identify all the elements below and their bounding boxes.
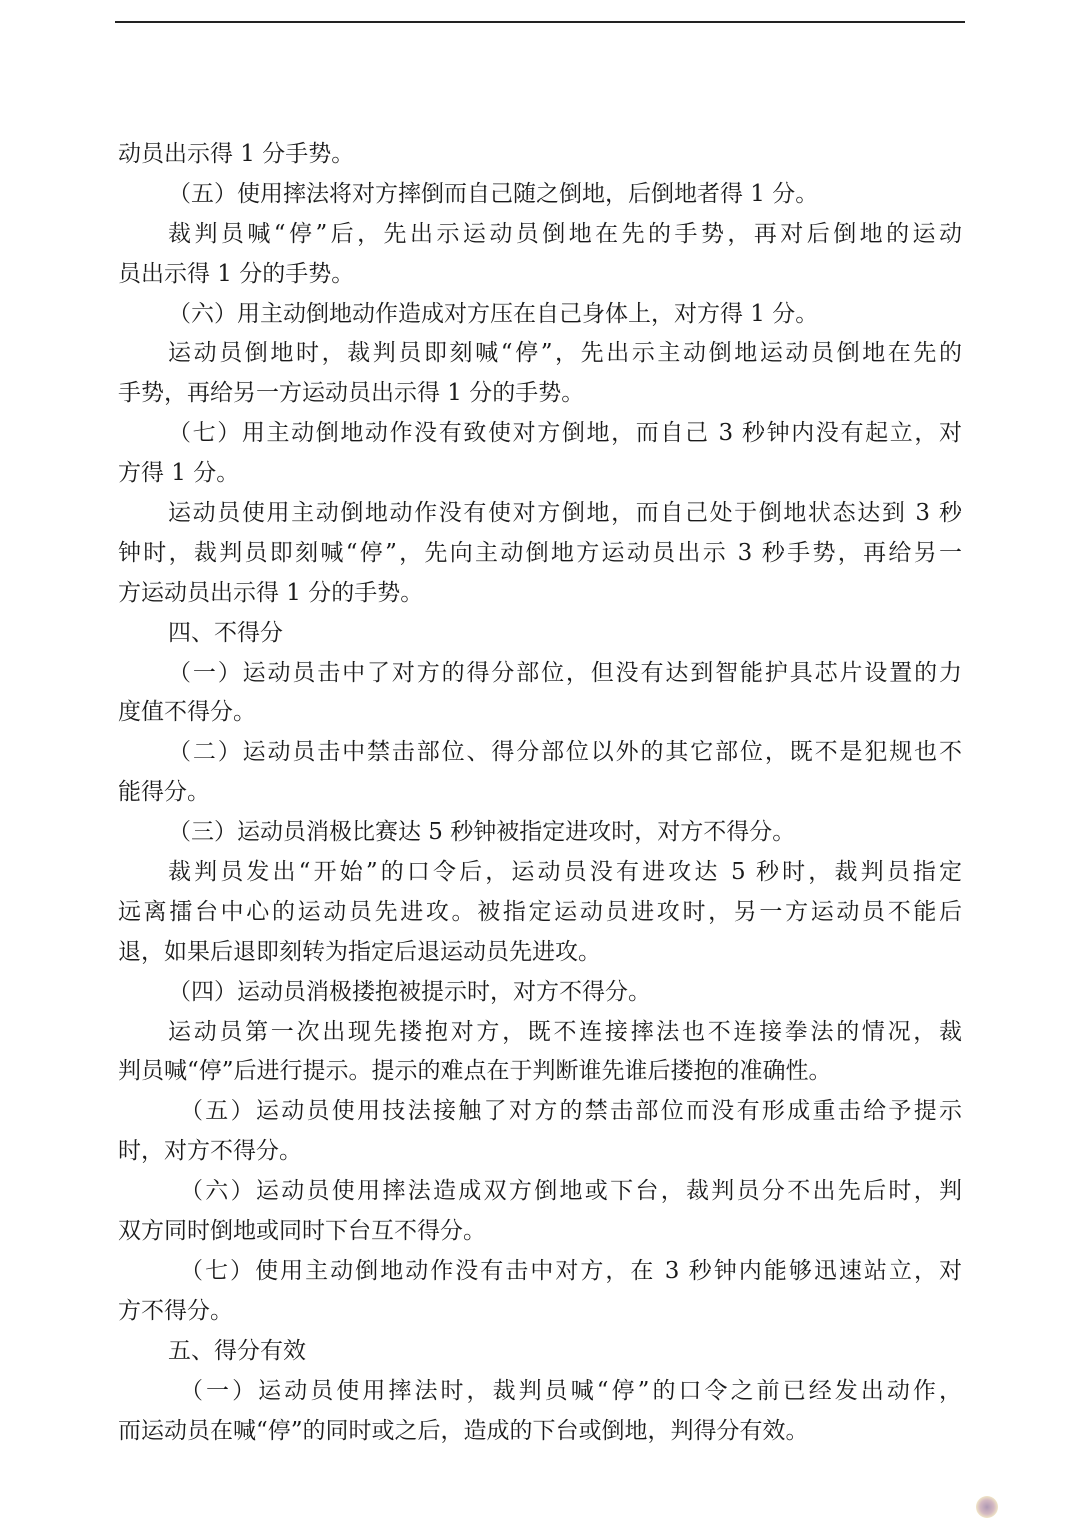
- text-line: 钟时，裁判员即刻喊“停”，先向主动倒地方运动员出示 3 秒手势，再给另一: [118, 539, 962, 566]
- text-line: 运动员使用主动倒地动作没有使对方倒地，而自己处于倒地状态达到 3 秒: [168, 500, 962, 527]
- rule-item: （五）运动员使用技法接触了对方的禁击部位而没有形成重击给予提示: [180, 1098, 962, 1125]
- text-line: 裁判员发出“开始”的口令后，运动员没有进攻达 5 秒时，裁判员指定: [168, 859, 962, 886]
- watermark-logo-icon: [976, 1496, 998, 1518]
- rule-item: （三）运动员消极比赛达 5 秒钟被指定进攻时，对方不得分。: [168, 819, 796, 846]
- text-line: 方得 1 分。: [118, 460, 240, 487]
- text-line: 员出示得 1 分的手势。: [118, 260, 355, 287]
- document-body: [118, 135, 962, 1451]
- text-line: 双方同时倒地或同时下台互不得分。: [118, 1218, 486, 1245]
- rule-item: （六）用主动倒地动作造成对方压在自己身体上，对方得 1 分。: [168, 300, 819, 327]
- text-line: 运动员第一次出现先搂抱对方，既不连接摔法也不连接拳法的情况，裁: [168, 1018, 962, 1045]
- rule-item: （一）运动员使用摔法时，裁判员喊“停”的口令之前已经发出动作，: [180, 1377, 962, 1404]
- rule-item: （四）运动员消极搂抱被提示时，对方不得分。: [168, 978, 651, 1005]
- text-line: 动员出示得 1 分手势。: [118, 141, 355, 167]
- header-rule: [115, 21, 965, 23]
- text-line: 度值不得分。: [118, 699, 256, 726]
- rule-item: （七）使用主动倒地动作没有击中对方，在 3 秒钟内能够迅速站立，对: [180, 1257, 962, 1284]
- text-line: 时，对方不得分。: [118, 1138, 302, 1165]
- text-line: 能得分。: [118, 779, 210, 806]
- text-line: 手势，再给另一方运动员出示得 1 分的手势。: [118, 380, 585, 407]
- text-line: 退，如果后退即刻转为指定后退运动员先进攻。: [118, 938, 601, 965]
- text-line: 方不得分。: [118, 1297, 233, 1324]
- text-line: 方运动员出示得 1 分的手势。: [118, 579, 424, 606]
- rule-item: （七）用主动倒地动作没有致使对方倒地，而自己 3 秒钟内没有起立，对: [168, 420, 962, 447]
- text-line: 运动员倒地时，裁判员即刻喊“停”，先出示主动倒地运动员倒地在先的: [168, 340, 962, 367]
- text-line: 而运动员在喊“停”的同时或之后，造成的下台或倒地，判得分有效。: [118, 1417, 809, 1444]
- section-heading: 四、不得分: [168, 619, 283, 646]
- rule-item: （一）运动员击中了对方的得分部位，但没有达到智能护具芯片设置的力: [168, 659, 962, 686]
- text-line: 裁判员喊“停”后，先出示运动员倒地在先的手势，再对后倒地的运动: [168, 220, 962, 247]
- text-line: 判员喊“停”后进行提示。提示的难点在于判断谁先谁后搂抱的准确性。: [118, 1058, 832, 1085]
- rule-item: （六）运动员使用摔法造成双方倒地或下台，裁判员分不出先后时，判: [180, 1178, 962, 1205]
- section-heading: 五、得分有效: [168, 1337, 306, 1364]
- text-line: 远离擂台中心的运动员先进攻。被指定运动员进攻时，另一方运动员不能后: [118, 898, 962, 925]
- rule-item: （二）运动员击中禁击部位、得分部位以外的其它部位，既不是犯规也不: [168, 739, 962, 766]
- rule-item: （五）使用摔法将对方摔倒而自己随之倒地，后倒地者得 1 分。: [168, 180, 819, 207]
